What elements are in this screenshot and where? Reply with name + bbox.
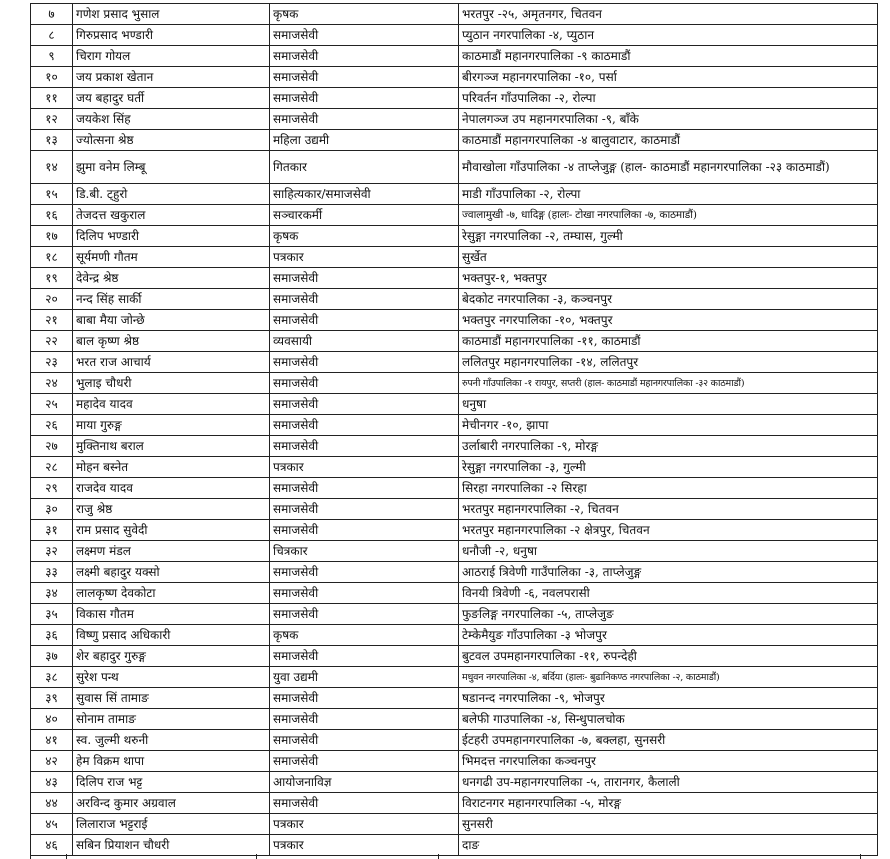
profession-cell: गितकार — [270, 151, 459, 184]
name-cell: सोनाम तामाङ — [73, 709, 270, 730]
address-cell: भरतपुर महानगरपालिका -२, चितवन — [459, 499, 878, 520]
profession-cell: समाजसेवी — [270, 436, 459, 457]
name-cell: सुवास सिं तामाङ — [73, 688, 270, 709]
serial-number-cell: २० — [31, 289, 73, 310]
name-cell: राजदेव यादव — [73, 478, 270, 499]
name-cell: सबिन प्रियाशन चौधरी — [73, 835, 270, 856]
profession-cell: समाजसेवी — [270, 46, 459, 67]
profession-cell: समाजसेवी — [270, 109, 459, 130]
serial-number-cell: ८ — [31, 25, 73, 46]
serial-number-cell: २३ — [31, 352, 73, 373]
name-cell: दिलिप राज भट्ट — [73, 772, 270, 793]
name-cell: डि.बी. ट्हुरो — [73, 184, 270, 205]
address-cell: सिरहा नगरपालिका -२ सिरहा — [459, 478, 878, 499]
address-cell: रुपनी गाँउपालिका -१ रायपुर, सप्तरी (हाल- काठमाडौं महानगरपालिका -३२ काठमाडौं) — [459, 373, 878, 394]
serial-number-cell: ७ — [31, 4, 73, 25]
serial-number-cell: ४० — [31, 709, 73, 730]
profession-cell: समाजसेवी — [270, 352, 459, 373]
address-cell: टेम्केमैयुङ गाँउपालिका -३ भोजपुर — [459, 625, 878, 646]
address-cell: दाङ — [459, 835, 878, 856]
name-cell: जय प्रकाश खेतान — [73, 67, 270, 88]
table-row — [31, 709, 878, 730]
serial-number-cell: २१ — [31, 310, 73, 331]
table-row — [31, 562, 878, 583]
profession-cell: समाजसेवी — [270, 709, 459, 730]
name-cell: विष्णु प्रसाद अधिकारी — [73, 625, 270, 646]
table-row — [31, 4, 878, 25]
cut-off-row — [30, 854, 861, 859]
profession-cell: समाजसेवी — [270, 583, 459, 604]
serial-number-cell: ३२ — [31, 541, 73, 562]
profession-cell: कृषक — [270, 625, 459, 646]
name-cell: विकास गौतम — [73, 604, 270, 625]
table-row — [31, 667, 878, 688]
profession-cell: समाजसेवी — [270, 520, 459, 541]
profession-cell: कृषक — [270, 4, 459, 25]
table-row — [31, 46, 878, 67]
address-cell: परिवर्तन गाँउपालिका -२, रोल्पा — [459, 88, 878, 109]
table-row — [31, 331, 878, 352]
profession-cell: समाजसेवी — [270, 373, 459, 394]
name-cell: जयकेश सिंह — [73, 109, 270, 130]
name-cell: मोहन बस्नेत — [73, 457, 270, 478]
address-cell: मेचीनगर -१०, झापा — [459, 415, 878, 436]
address-cell: उर्लाबारी नगरपालिका -९, मोरङ्ग — [459, 436, 878, 457]
table-row — [31, 184, 878, 205]
serial-number-cell: १३ — [31, 130, 73, 151]
serial-number-cell: ३५ — [31, 604, 73, 625]
address-cell: भरतपुर -२५, अमृतनगर, चितवन — [459, 4, 878, 25]
address-cell: ज्वालामुखी -७, धादिङ्ग (हालः- टोखा नगरपालिका -७, काठमाडौं) — [459, 205, 878, 226]
name-cell: स्व. जुल्मी थरुनी — [73, 730, 270, 751]
profession-cell: समाजसेवी — [270, 646, 459, 667]
serial-number-cell: २८ — [31, 457, 73, 478]
table-row — [31, 457, 878, 478]
name-cell: गणेश प्रसाद भुसाल — [73, 4, 270, 25]
profession-cell: आयोजनाविज्ञ — [270, 772, 459, 793]
profession-cell: समाजसेवी — [270, 25, 459, 46]
table-row — [31, 478, 878, 499]
name-cell: भरत राज आचार्य — [73, 352, 270, 373]
name-cell: बाबा मैया जोन्छे — [73, 310, 270, 331]
serial-number-cell: ११ — [31, 88, 73, 109]
name-cell: ज्योत्सना श्रेष्ठ — [73, 130, 270, 151]
address-cell: धनगढी उप-महानगरपालिका -५, तारानगर, कैलाली — [459, 772, 878, 793]
serial-number-cell: १९ — [31, 268, 73, 289]
address-cell: बीरगञ्ज महानगरपालिका -१०, पर्सा — [459, 67, 878, 88]
table-row — [31, 67, 878, 88]
profession-cell: समाजसेवी — [270, 415, 459, 436]
serial-number-cell: ४१ — [31, 730, 73, 751]
address-cell: भिमदत्त नगरपालिका कञ्चनपुर — [459, 751, 878, 772]
address-cell: भरतपुर महानगरपालिका -२ क्षेत्रपुर, चितवन — [459, 520, 878, 541]
address-cell: भक्तपुर-१, भक्तपुर — [459, 268, 878, 289]
address-cell: काठमाडौं महानगरपालिका -४ बालुवाटार, काठमाडौं — [459, 130, 878, 151]
profession-cell: समाजसेवी — [270, 499, 459, 520]
recipient-list-table — [30, 3, 878, 856]
table-row — [31, 835, 878, 856]
table-row — [31, 436, 878, 457]
address-cell: नेपालगञ्ज उप महानगरपालिका -९, बाँके — [459, 109, 878, 130]
profession-cell: समाजसेवी — [270, 268, 459, 289]
name-cell: मुक्तिनाथ बराल — [73, 436, 270, 457]
address-cell: काठमाडौं महानगरपालिका -९ काठमाडौं — [459, 46, 878, 67]
serial-number-cell: ४६ — [31, 835, 73, 856]
address-cell: भक्तपुर नगरपालिका -१०, भक्तपुर — [459, 310, 878, 331]
address-cell: बलेफी गाउपालिका -४, सिन्धुपालचोक — [459, 709, 878, 730]
profession-cell: समाजसेवी — [270, 478, 459, 499]
address-cell: धनुषा — [459, 394, 878, 415]
table-row — [31, 226, 878, 247]
table-row — [31, 310, 878, 331]
address-cell: रेसुङ्गा नगरपालिका -२, तम्घास, गुल्मी — [459, 226, 878, 247]
profession-cell: साहित्यकार/समाजसेवी — [270, 184, 459, 205]
table-row — [31, 109, 878, 130]
name-cell: राजु श्रेष्ठ — [73, 499, 270, 520]
table-row — [31, 289, 878, 310]
table-row — [31, 25, 878, 46]
profession-cell: समाजसेवी — [270, 562, 459, 583]
profession-cell: समाजसेवी — [270, 289, 459, 310]
profession-cell: महिला उद्यमी — [270, 130, 459, 151]
serial-number-cell: ३९ — [31, 688, 73, 709]
serial-number-cell: ३१ — [31, 520, 73, 541]
name-cell: बाल कृष्ण श्रेष्ठ — [73, 331, 270, 352]
profession-cell: समाजसेवी — [270, 310, 459, 331]
serial-number-cell: ३४ — [31, 583, 73, 604]
serial-number-cell: १२ — [31, 109, 73, 130]
address-cell: विराटनगर महानगरपालिका -५, मोरङ्ग — [459, 793, 878, 814]
profession-cell: युवा उद्यमी — [270, 667, 459, 688]
serial-number-cell: ४४ — [31, 793, 73, 814]
name-cell: झुमा वनेम लिम्बू — [73, 151, 270, 184]
profession-cell: चित्रकार — [270, 541, 459, 562]
serial-number-cell: ४२ — [31, 751, 73, 772]
serial-number-cell: ९ — [31, 46, 73, 67]
name-cell: लक्ष्मण मंडल — [73, 541, 270, 562]
table-row — [31, 730, 878, 751]
address-cell: बुटवल उपमहानगरपालिका -११, रुपन्देही — [459, 646, 878, 667]
address-cell: बेदकोट नगरपालिका -३, कञ्चनपुर — [459, 289, 878, 310]
name-cell: महादेव यादव — [73, 394, 270, 415]
serial-number-cell: ३६ — [31, 625, 73, 646]
serial-number-cell: ४५ — [31, 814, 73, 835]
name-cell: सुरेश पन्थ — [73, 667, 270, 688]
table-row — [31, 541, 878, 562]
profession-cell: समाजसेवी — [270, 394, 459, 415]
table-row — [31, 688, 878, 709]
profession-cell: समाजसेवी — [270, 793, 459, 814]
table-row — [31, 772, 878, 793]
profession-cell: कृषक — [270, 226, 459, 247]
serial-number-cell: १४ — [31, 151, 73, 184]
table-row — [31, 205, 878, 226]
table-body — [31, 4, 878, 856]
serial-number-cell: २७ — [31, 436, 73, 457]
table-row — [31, 130, 878, 151]
profession-cell: समाजसेवी — [270, 751, 459, 772]
name-cell: लिलाराज भट्टराई — [73, 814, 270, 835]
address-cell: फुङलिङ्ग नगरपालिका -५, ताप्लेजुङ — [459, 604, 878, 625]
address-cell: माडी गाँउपालिका -२, रोल्पा — [459, 184, 878, 205]
address-cell: ईटहरी उपमहानगरपालिका -७, बक्लहा, सुनसरी — [459, 730, 878, 751]
address-cell: काठमाडौं महानगरपालिका -११, काठमाडौं — [459, 331, 878, 352]
serial-number-cell: २९ — [31, 478, 73, 499]
serial-number-cell: १० — [31, 67, 73, 88]
profession-cell: पत्रकार — [270, 457, 459, 478]
name-cell: भुलाइ चौधरी — [73, 373, 270, 394]
table-row — [31, 247, 878, 268]
profession-cell: पत्रकार — [270, 247, 459, 268]
address-cell: षडानन्द नगरपालिका -९, भोजपुर — [459, 688, 878, 709]
table-row — [31, 415, 878, 436]
table-row — [31, 373, 878, 394]
table-row — [31, 352, 878, 373]
serial-number-cell: ३७ — [31, 646, 73, 667]
name-cell: जय बहादुर घर्ती — [73, 88, 270, 109]
serial-number-cell: २४ — [31, 373, 73, 394]
table-row — [31, 604, 878, 625]
address-cell: सुर्खेत — [459, 247, 878, 268]
name-cell: दिलिप भण्डारी — [73, 226, 270, 247]
table-row — [31, 793, 878, 814]
table-row — [31, 88, 878, 109]
profession-cell: व्यवसायी — [270, 331, 459, 352]
table-row — [31, 646, 878, 667]
name-cell: गिरुप्रसाद भण्डारी — [73, 25, 270, 46]
table-row — [31, 583, 878, 604]
table-row — [31, 751, 878, 772]
profession-cell: समाजसेवी — [270, 604, 459, 625]
serial-number-cell: १५ — [31, 184, 73, 205]
name-cell: माया गुरुङ्ग — [73, 415, 270, 436]
table-row — [31, 499, 878, 520]
serial-number-cell: ३८ — [31, 667, 73, 688]
table-row — [31, 625, 878, 646]
serial-number-cell: १६ — [31, 205, 73, 226]
serial-number-cell: २५ — [31, 394, 73, 415]
profession-cell: समाजसेवी — [270, 730, 459, 751]
name-cell: लक्ष्मी बहादुर यक्सो — [73, 562, 270, 583]
name-cell: नन्द सिंह सार्की — [73, 289, 270, 310]
name-cell: शेर बहादुर गुरुङ्ग — [73, 646, 270, 667]
serial-number-cell: ३३ — [31, 562, 73, 583]
address-cell: मौवाखोला गाँउपालिका -४ ताप्लेजुङ्ग (हाल- काठमाडौं महानगरपालिका -२३ काठमाडौं) — [459, 151, 878, 184]
profession-cell: समाजसेवी — [270, 67, 459, 88]
serial-number-cell: १७ — [31, 226, 73, 247]
address-cell: प्युठान नगरपालिका -४, प्युठान — [459, 25, 878, 46]
table-row — [31, 268, 878, 289]
address-cell: रेसुङ्गा नगरपालिका -३, गुल्मी — [459, 457, 878, 478]
name-cell: चिराग गोयल — [73, 46, 270, 67]
name-cell: हेम विक्रम थापा — [73, 751, 270, 772]
address-cell: ललितपुर महानगरपालिका -१४, ललितपुर — [459, 352, 878, 373]
table-row — [31, 814, 878, 835]
name-cell: देवेन्द्र श्रेष्ठ — [73, 268, 270, 289]
address-cell: विनयी त्रिवेणी -६, नवलपरासी — [459, 583, 878, 604]
address-cell: मधुवन नगरपालिका -४, बर्दिया (हालः- बुढानिकण्ठ नगरपालिका -२, काठमाडौं) — [459, 667, 878, 688]
table-row — [31, 394, 878, 415]
address-cell: आठराई त्रिवेणी गाउँपालिका -३, ताप्लेजुङ्ग — [459, 562, 878, 583]
address-cell: धनौजी -२, धनुषा — [459, 541, 878, 562]
name-cell: लालकृष्ण देवकोटा — [73, 583, 270, 604]
profession-cell: पत्रकार — [270, 814, 459, 835]
table-row — [31, 151, 878, 184]
profession-cell: पत्रकार — [270, 835, 459, 856]
serial-number-cell: २६ — [31, 415, 73, 436]
profession-cell: समाजसेवी — [270, 88, 459, 109]
serial-number-cell: ३० — [31, 499, 73, 520]
name-cell: राम प्रसाद सुवेदी — [73, 520, 270, 541]
name-cell: अरविन्द कुमार अग्रवाल — [73, 793, 270, 814]
address-cell: सुनसरी — [459, 814, 878, 835]
serial-number-cell: १८ — [31, 247, 73, 268]
table-row — [31, 520, 878, 541]
serial-number-cell: ४३ — [31, 772, 73, 793]
profession-cell: सञ्चारकर्मी — [270, 205, 459, 226]
name-cell: तेजदत्त खकुराल — [73, 205, 270, 226]
profession-cell: समाजसेवी — [270, 688, 459, 709]
name-cell: सूर्यमणी गौतम — [73, 247, 270, 268]
serial-number-cell: २२ — [31, 331, 73, 352]
